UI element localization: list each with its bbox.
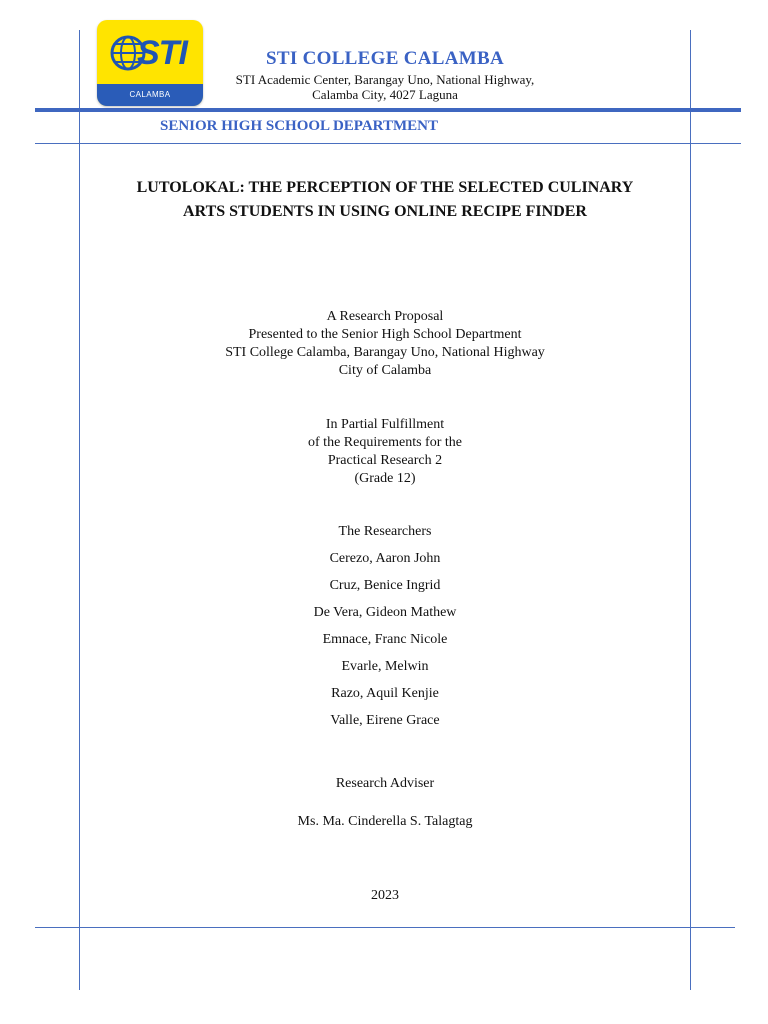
proposal-line: A Research Proposal bbox=[326, 309, 444, 324]
researcher-name: Valle, Eirene Grace bbox=[330, 713, 440, 728]
address-line-1: STI Academic Center, Barangay Uno, National Highway, bbox=[235, 72, 535, 87]
researcher-name: Evarle, Melwin bbox=[341, 659, 429, 674]
researcher-name: De Vera, Gideon Mathew bbox=[313, 605, 457, 620]
department-rule bbox=[35, 143, 741, 144]
right-border-line bbox=[690, 30, 691, 990]
fulfillment-line: of the Requirements for the bbox=[308, 435, 462, 450]
address-line-2: Calamba City, 4027 Laguna bbox=[312, 87, 458, 102]
adviser-name: Ms. Ma. Cinderella S. Talagtag bbox=[297, 814, 473, 829]
proposal-line: Presented to the Senior High School Department bbox=[248, 327, 522, 342]
footer-rule bbox=[35, 927, 735, 928]
researcher-name: Razo, Aquil Kenjie bbox=[331, 686, 439, 701]
proposal-block bbox=[100, 308, 670, 380]
fulfillment-line: Practical Research 2 bbox=[327, 453, 443, 468]
fulfillment-line: In Partial Fulfillment bbox=[325, 417, 445, 432]
proposal-line: STI College Calamba, Barangay Uno, National Highway bbox=[225, 345, 545, 360]
research-title bbox=[100, 176, 670, 224]
researcher-name: Emnace, Franc Nicole bbox=[322, 632, 448, 647]
adviser-heading: Research Adviser bbox=[335, 776, 435, 791]
fulfillment-line: (Grade 12) bbox=[354, 471, 416, 486]
logo-caption: CALAMBA bbox=[97, 84, 203, 106]
header-rule bbox=[35, 108, 741, 112]
department-label: SENIOR HIGH SCHOOL DEPARTMENT bbox=[160, 118, 438, 134]
college-name: STI COLLEGE CALAMBA bbox=[266, 48, 504, 69]
researchers-heading: The Researchers bbox=[338, 524, 432, 539]
proposal-line: City of Calamba bbox=[338, 363, 432, 378]
logo-wordmark: STI bbox=[137, 34, 187, 72]
year: 2023 bbox=[371, 888, 399, 903]
researcher-name: Cruz, Benice Ingrid bbox=[329, 578, 441, 593]
fulfillment-block bbox=[100, 416, 670, 488]
researcher-name: Cerezo, Aaron John bbox=[329, 551, 441, 566]
sti-logo bbox=[97, 20, 203, 106]
left-border-line bbox=[79, 30, 80, 990]
title-line-2: ARTS STUDENTS IN USING ONLINE RECIPE FINDER bbox=[183, 203, 587, 220]
title-line-1: LUTOLOKAL: THE PERCEPTION OF THE SELECTED CULINARY bbox=[136, 179, 634, 196]
